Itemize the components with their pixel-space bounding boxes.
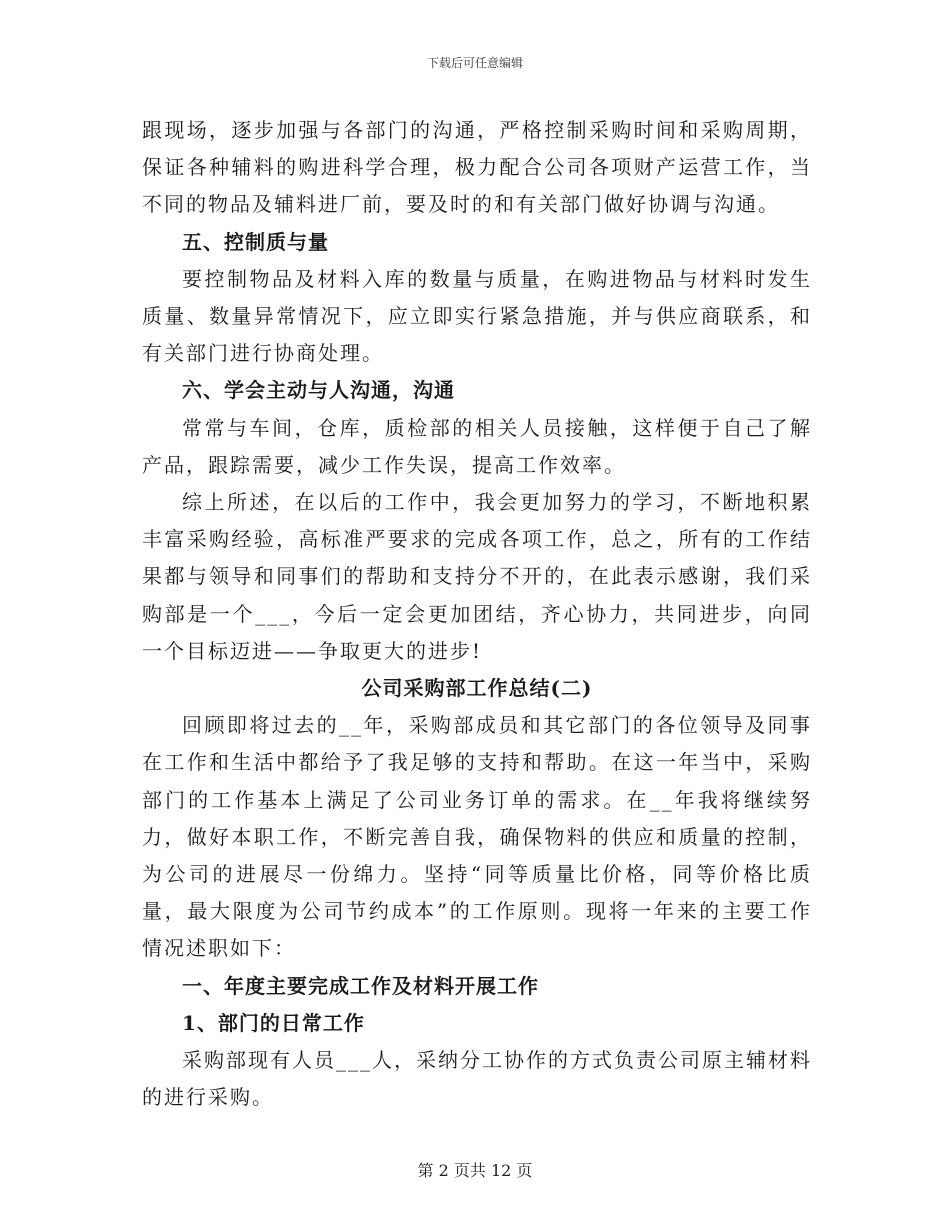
- document-body: [142, 112, 812, 1116]
- document-title: 公司采购部工作总结(二): [361, 676, 593, 701]
- page-footer: 第 2 页共 12 页: [417, 1161, 533, 1180]
- page-header: 下载后可任意编辑: [426, 56, 523, 70]
- paragraph: 要控制物品及材料入库的数量与质量，在购进物品与材料时发生质量、数量异常情况下，应立即实行紧急措施，并与供应商联系，和有关部门进行协商处理。: [142, 266, 812, 366]
- paragraph: 常常与车间，仓库，质检部的相关人员接触，这样便于自己了解产品，跟踪需要，减少工作失误，提高工作效率。: [142, 415, 812, 477]
- paragraph-continuation: 跟现场，逐步加强与各部门的沟通，严格控制采购时间和采购周期，保证各种辅料的购进科学合理，极力配合公司各项财产运营工作，当不同的物品及辅料进厂前，要及时的和有关部门做好协调与沟通。: [142, 118, 812, 217]
- subsection-heading-1: 1、部门的日常工作: [182, 1010, 365, 1035]
- paragraph: 采购部现有人员___人，采纳分工协作的方式负责公司原主辅材料的进行采购。: [142, 1048, 812, 1110]
- section-heading-5: 五、控制质与量: [182, 229, 329, 254]
- section-heading-6: 六、学会主动与人沟通，沟通: [182, 378, 455, 403]
- paragraph-intro: 回顾即将过去的__年，采购部成员和其它部门的各位领导及同事在工作和生活中都给予了我足够的支持和帮助。在这一年当中，采购部门的工作基本上满足了公司业务订单的需求。在__年我将继续努力，做好本职工作，不断完善自我，确保物料的供应和质量的控制，为公司的进展尽一份绵力。坚持“同等质量比价格，同等价格比质量，最大限度为公司节约成本”的工作原则。现将一年来的主要工作情况述职如下：: [142, 713, 812, 961]
- section-heading-1: 一、年度主要完成工作及材料开展工作: [182, 973, 539, 998]
- paragraph-summary: 综上所述，在以后的工作中，我会更加努力的学习，不断地积累丰富采购经验，高标准严要求的完成各项工作，总之，所有的工作结果都与领导和同事们的帮助和支持分不开的，在此表示感谢，我们采购部是一个___，今后一定会更加团结，齐心协力，共同进步，向同一个目标迈进——争取更大的进步!: [142, 490, 812, 663]
